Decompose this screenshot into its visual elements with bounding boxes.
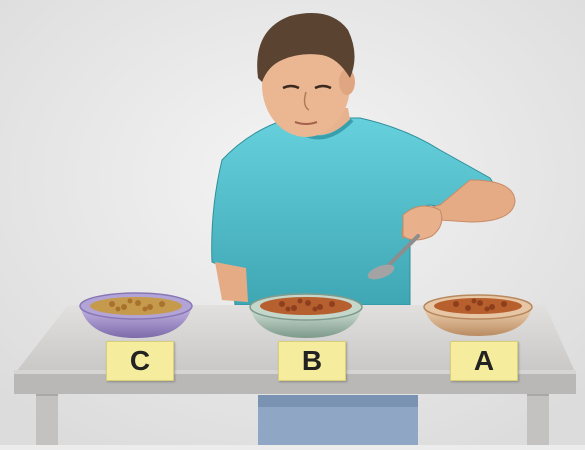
label-card-a	[450, 341, 518, 381]
label-card-b	[278, 341, 346, 381]
label-card-c	[106, 341, 174, 381]
legs	[258, 395, 418, 445]
label-a-text: A	[473, 345, 495, 376]
label-b-text: B	[301, 345, 323, 376]
label-c-text: C	[129, 345, 151, 376]
